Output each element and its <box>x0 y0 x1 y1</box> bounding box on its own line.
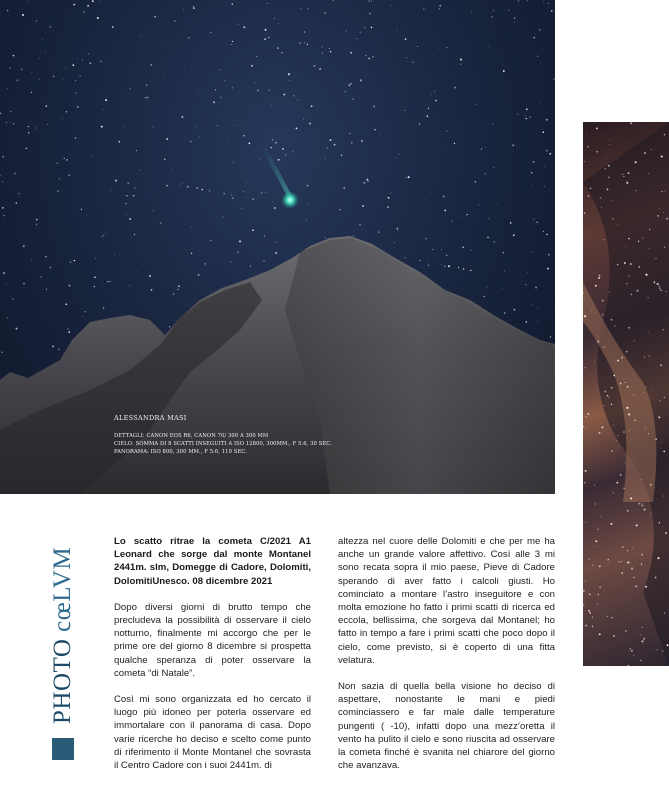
masthead-title <box>49 514 77 724</box>
comet-coma <box>281 191 299 209</box>
article-column-1 <box>114 535 311 785</box>
article-paragraph-1: Dopo diversi giorni di brutto tempo che precludeva la possibilità di osservare il cielo notturno, finalmente mi accorgo che per le prime ore del giorno 8 dicembre si prospetta qualche speranza di poter osservare la cometa “di Natale”. <box>114 601 311 679</box>
article-column-2 <box>338 535 555 785</box>
comet-tail <box>262 148 292 198</box>
article-paragraph-3: altezza nel cuore delle Dolomiti e che per me ha anche un grande valore affettivo. Così alle 3 mi sono recata sopra il mio paese, Pieve di Cadore sperando di aver fatto i calcoli giusti. Ho cominciato a montare l’astro inseguitore e con molta emozione ho fatto i primi scatti di ricerca ed eccola, bellissima, che sorgeva dal Montanel; ho fatto in tempo a fare i primi scatti che poco dopo il cielo, come previsto, si è coperto di una fitta velatura. <box>338 536 555 666</box>
photo-detail-panorama: PANORAMA: ISO 800, 300 MM., F 5.6, 119 SEC. <box>114 449 247 455</box>
article-paragraph-2: Così mi sono organizzata ed ho cercato il luogo più idoneo per poterla osservare ed immortalare con il panorama di casa. Dopo varie ricerche ho deciso e scelto come punto di riferimento il Monte Montanel che sovrasta il Centro Cadore con i suoi 2441m. di <box>114 694 311 772</box>
nebula-image <box>583 122 669 666</box>
article-lead: Lo scatto ritrae la cometa C/2021 A1 Leonard che sorge dal monte Montanel 2441m. slm, Domegge di Cadore, Dolomiti, DolomitiUnesco. 08 dicembre 2021 <box>114 536 311 587</box>
article-paragraph-4: Non sazia di quella bella visione ho deciso di aspettare, nonostante le mani e piedi cominciassero e far male dalle temperature pungenti ( -10), infatti dopo una mezz’oretta il vento ha pulito il cielo e sono riuscita ad osservare la cometa finché è svanita nel chiarore del giorno che avanzava. <box>338 681 555 772</box>
photo-credit <box>114 414 332 456</box>
masthead-word-photo: PHOTO <box>49 638 76 724</box>
nebula-photo-strip <box>583 122 669 666</box>
masthead-word-coelum: cœLVM <box>49 546 76 632</box>
masthead-square <box>52 738 74 760</box>
photo-author: ALESSANDRA MASI <box>114 414 187 422</box>
masthead <box>49 514 77 762</box>
photo-detail-equipment: DETTAGLI: CANON EOS R6, CANON 70/ 300 A 300 MM <box>114 433 269 439</box>
photo-detail-sky: CIELO: SOMMA DI 8 SCATTI INSEGUITI A ISO 12800, 300MM., F 5.6, 30 SEC. <box>114 441 332 447</box>
